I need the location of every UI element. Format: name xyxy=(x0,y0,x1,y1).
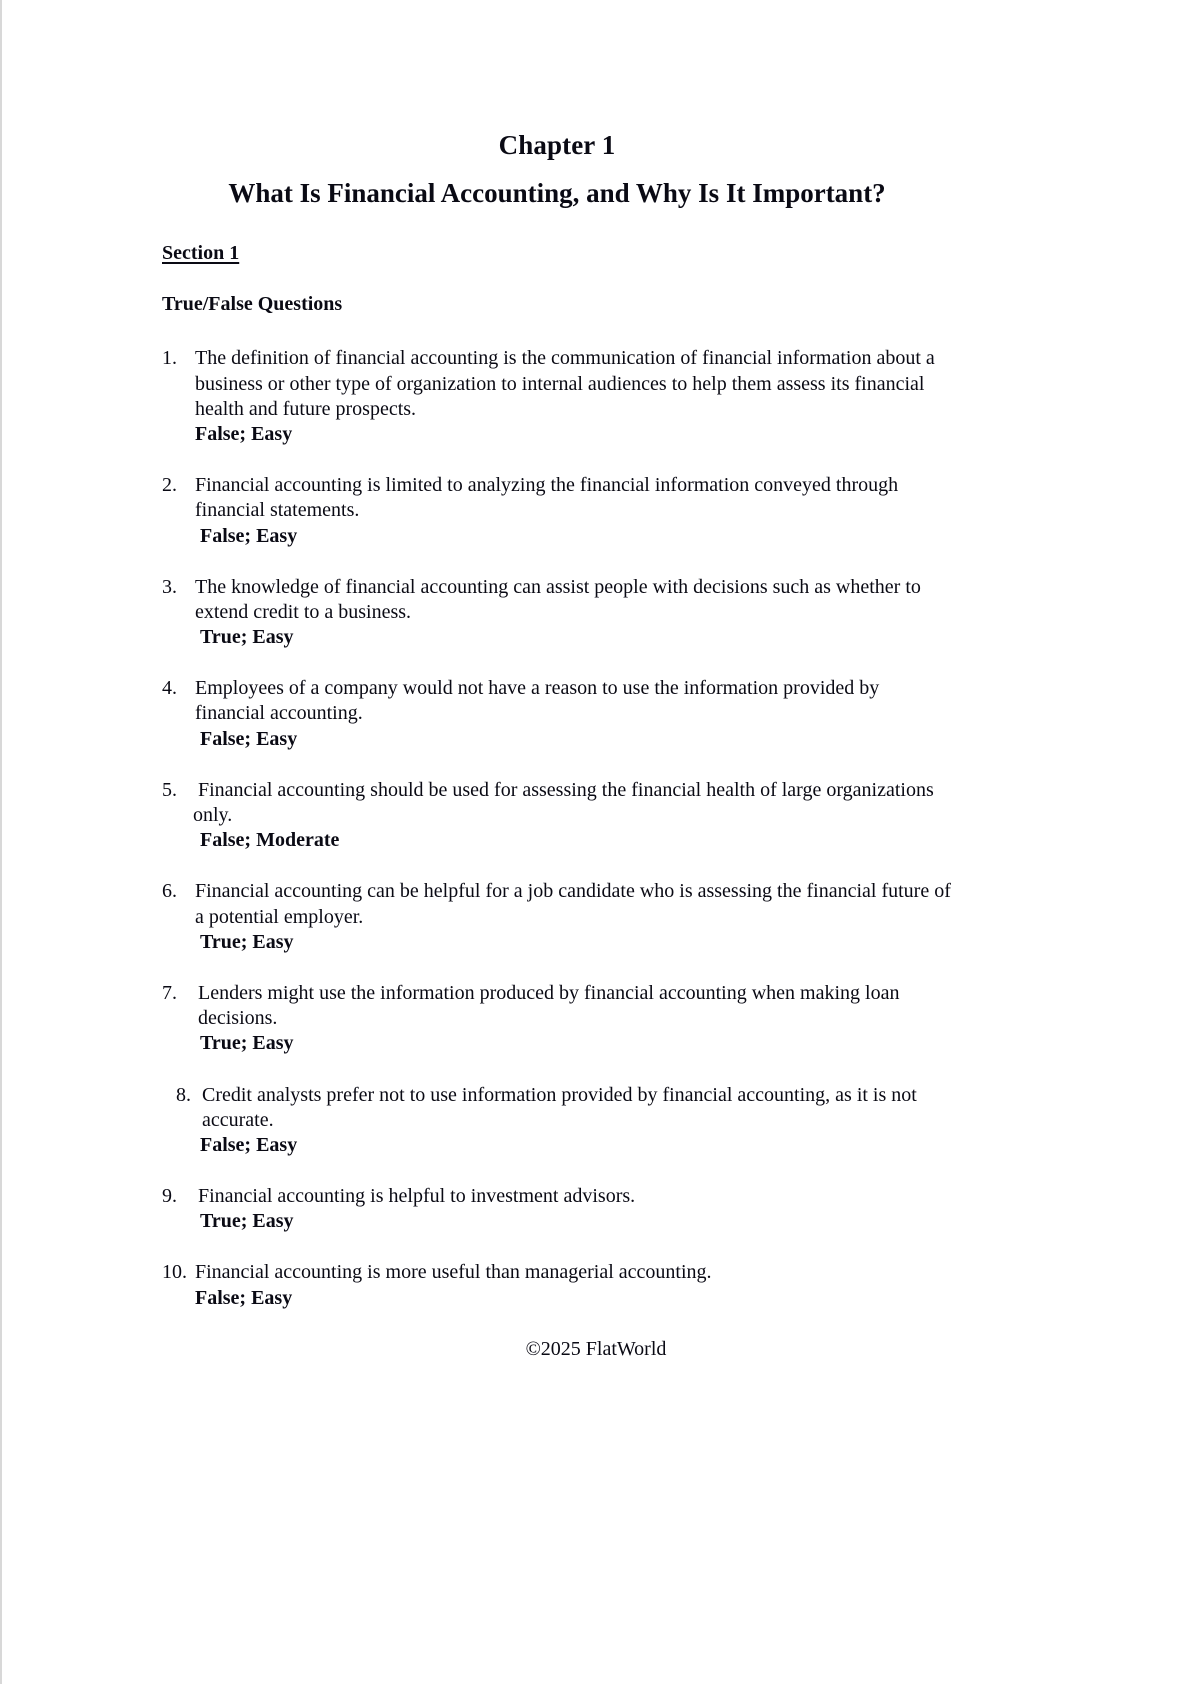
question-text: Financial accounting is limited to analyzing the financial information conveyed through financial statements. xyxy=(195,474,904,522)
list-item xyxy=(162,1083,952,1159)
question-answer: False; Easy xyxy=(195,422,293,445)
question-number: 2. xyxy=(162,474,177,497)
question-number: 1. xyxy=(162,347,177,370)
question-text: Financial accounting can be helpful for a job candidate who is assessing the financial future of a potential employer. xyxy=(195,880,956,928)
question-row xyxy=(162,879,956,929)
question-answer: True; Easy xyxy=(200,626,294,649)
question-row xyxy=(162,778,952,828)
document-content xyxy=(162,0,956,1311)
list-item xyxy=(162,1184,952,1234)
question-text: Credit analysts prefer not to use information provided by financial accounting, as it is not accurate. xyxy=(202,1083,922,1131)
question-number: 10. xyxy=(162,1261,187,1284)
question-answer: False; Moderate xyxy=(200,829,340,852)
list-item xyxy=(162,1260,952,1310)
section-label xyxy=(162,208,952,265)
question-row xyxy=(162,1260,952,1285)
question-number: 9. xyxy=(162,1185,177,1208)
question-row xyxy=(162,473,952,523)
question-text: Lenders might use the information produced by financial accounting when making loan decisions. xyxy=(198,981,905,1030)
question-text: Financial accounting is helpful to investment advisors. xyxy=(198,1185,636,1208)
section-label-text: Section 1 xyxy=(162,242,240,265)
list-item xyxy=(162,575,952,651)
question-answer: False; Easy xyxy=(195,1286,293,1309)
question-row xyxy=(162,1184,952,1209)
list-item xyxy=(162,778,952,854)
question-number: 7. xyxy=(162,981,177,1004)
question-answer: False; Easy xyxy=(200,1133,298,1156)
chapter-title: Chapter 1 xyxy=(498,130,616,160)
page-title: What Is Financial Accounting, and Why Is It Important? xyxy=(228,177,886,208)
question-answer: False; Easy xyxy=(200,727,298,750)
question-row xyxy=(162,575,952,625)
question-text: Financial accounting should be used for assessing the financial health of large organizations only. xyxy=(193,778,939,826)
list-item xyxy=(162,676,952,752)
question-text: Financial accounting is more useful than managerial accounting. xyxy=(195,1261,712,1284)
list-item xyxy=(162,981,952,1057)
list-item xyxy=(162,473,952,549)
question-text: Employees of a company would not have a reason to use the information provided by financial accounting. xyxy=(195,677,885,725)
list-item xyxy=(162,346,952,447)
true-false-questions-heading: True/False Questions xyxy=(162,293,343,316)
question-answer: True; Easy xyxy=(200,1210,294,1233)
list-item xyxy=(162,879,956,955)
question-text: The definition of financial accounting is the communication of financial information about a business or other type of organization to internal audiences to help them assess its financial health and future prospects. xyxy=(195,347,940,420)
question-number: 5. xyxy=(162,778,177,801)
question-row xyxy=(162,676,952,726)
question-number: 6. xyxy=(162,880,177,903)
question-list xyxy=(162,346,956,1310)
question-row xyxy=(162,981,952,1031)
question-number: 4. xyxy=(162,677,177,700)
question-answer: False; Easy xyxy=(200,524,298,547)
question-answer: True; Easy xyxy=(200,930,294,953)
question-answer: True; Easy xyxy=(200,1032,294,1055)
page-footer: ©2025 FlatWorld xyxy=(525,1338,667,1360)
question-number: 8. xyxy=(176,1083,191,1106)
question-number: 3. xyxy=(162,575,177,598)
question-row xyxy=(162,346,952,422)
question-text: The knowledge of financial accounting can assist people with decisions such as whether to extend credit to a business. xyxy=(195,575,926,623)
question-row xyxy=(176,1083,952,1133)
